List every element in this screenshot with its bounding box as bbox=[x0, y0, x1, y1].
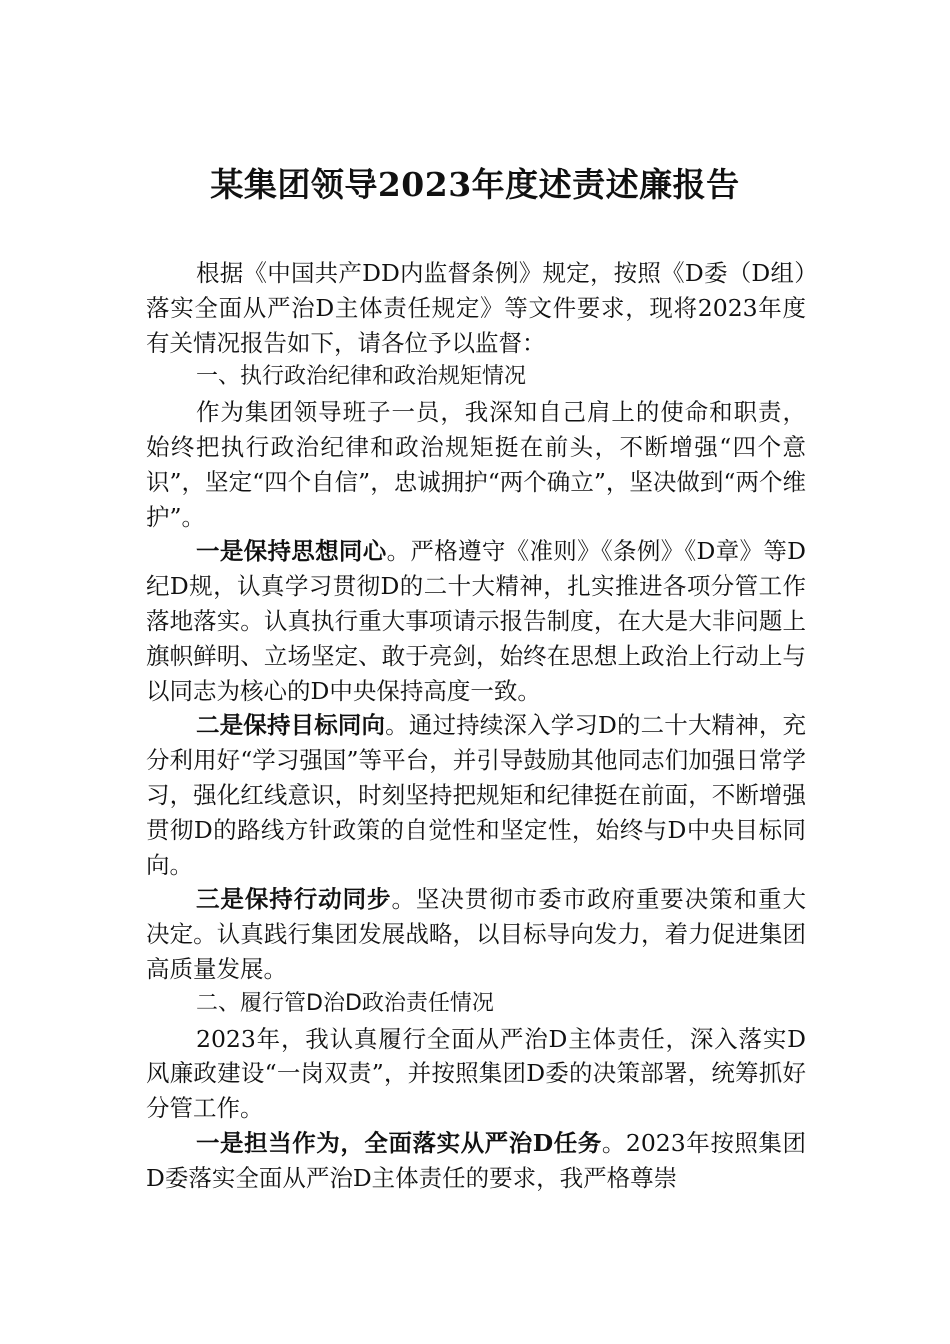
item-lead: 一是担当作为，全面落实从严治D任务 bbox=[196, 1128, 602, 1157]
item-text: 。2023年按照集团D委落实全面从严治D主体责任的要求，我严格尊崇 bbox=[146, 1128, 806, 1192]
section-1-intro: 作为集团领导班子一员，我深知自己肩上的使命和职责，始终把执行政治纪律和政治规矩挺在前头，不断增强“四个意识”，坚定“四个自信”，忠诚拥护“两个确立”，坚决做到“两个维护”。 bbox=[146, 398, 806, 531]
section-2-intro: 2023年，我认真履行全面从严治D主体责任，深入落实D风廉政建设“一岗双责”，并按照集团D委的决策部署，统筹抓好分管工作。 bbox=[146, 1024, 806, 1123]
section-2-item-1 bbox=[146, 1126, 806, 1196]
item-lead: 二是保持目标同向 bbox=[196, 711, 386, 740]
item-text: 。通过持续深入学习D的二十大精神，充分利用好“学习强国”等平台，并引导鼓励其他同志们加强日常学习，强化红线意识，时刻坚持把规矩和纪律挺在前面，不断增强贯彻D的路线方针政策的自觉性和坚定性，始终与D中央目标同向。 bbox=[146, 711, 806, 879]
document-title: 某集团领导2023年度述责述廉报告 bbox=[210, 165, 740, 204]
section-1-item-3 bbox=[146, 882, 806, 986]
section-1-item-1 bbox=[146, 534, 806, 708]
item-text: 。坚决贯彻市委市政府重要决策和重大决定。认真践行集团发展战略，以目标导向发力，着力促进集团高质量发展。 bbox=[146, 885, 806, 983]
document-body bbox=[146, 256, 806, 1196]
section-1-heading: 一、执行政治纪律和政治规矩情况 bbox=[196, 364, 527, 390]
item-lead: 三是保持行动同步 bbox=[196, 885, 392, 914]
section-1-item-2 bbox=[146, 708, 806, 882]
intro-paragraph: 根据《中国共产DD内监督条例》规定，按照《D委（D组）落实全面从严治D主体责任规定》等文件要求，现将2023年度有关情况报告如下，请各位予以监督： bbox=[146, 259, 806, 357]
item-text: 。严格遵守《准则》《条例》《D章》等D纪D规，认真学习贯彻D的二十大精神，扎实推进各项分管工作落地落实。认真执行重大事项请示报告制度，在大是大非问题上旗帜鲜明、立场坚定、敢于亮剑，始终在思想上政治上行动上与以同志为核心的D中央保持高度一致。 bbox=[146, 537, 806, 705]
section-2-heading: 二、履行管D治D政治责任情况 bbox=[196, 990, 494, 1016]
item-lead: 一是保持思想同心 bbox=[196, 537, 387, 566]
